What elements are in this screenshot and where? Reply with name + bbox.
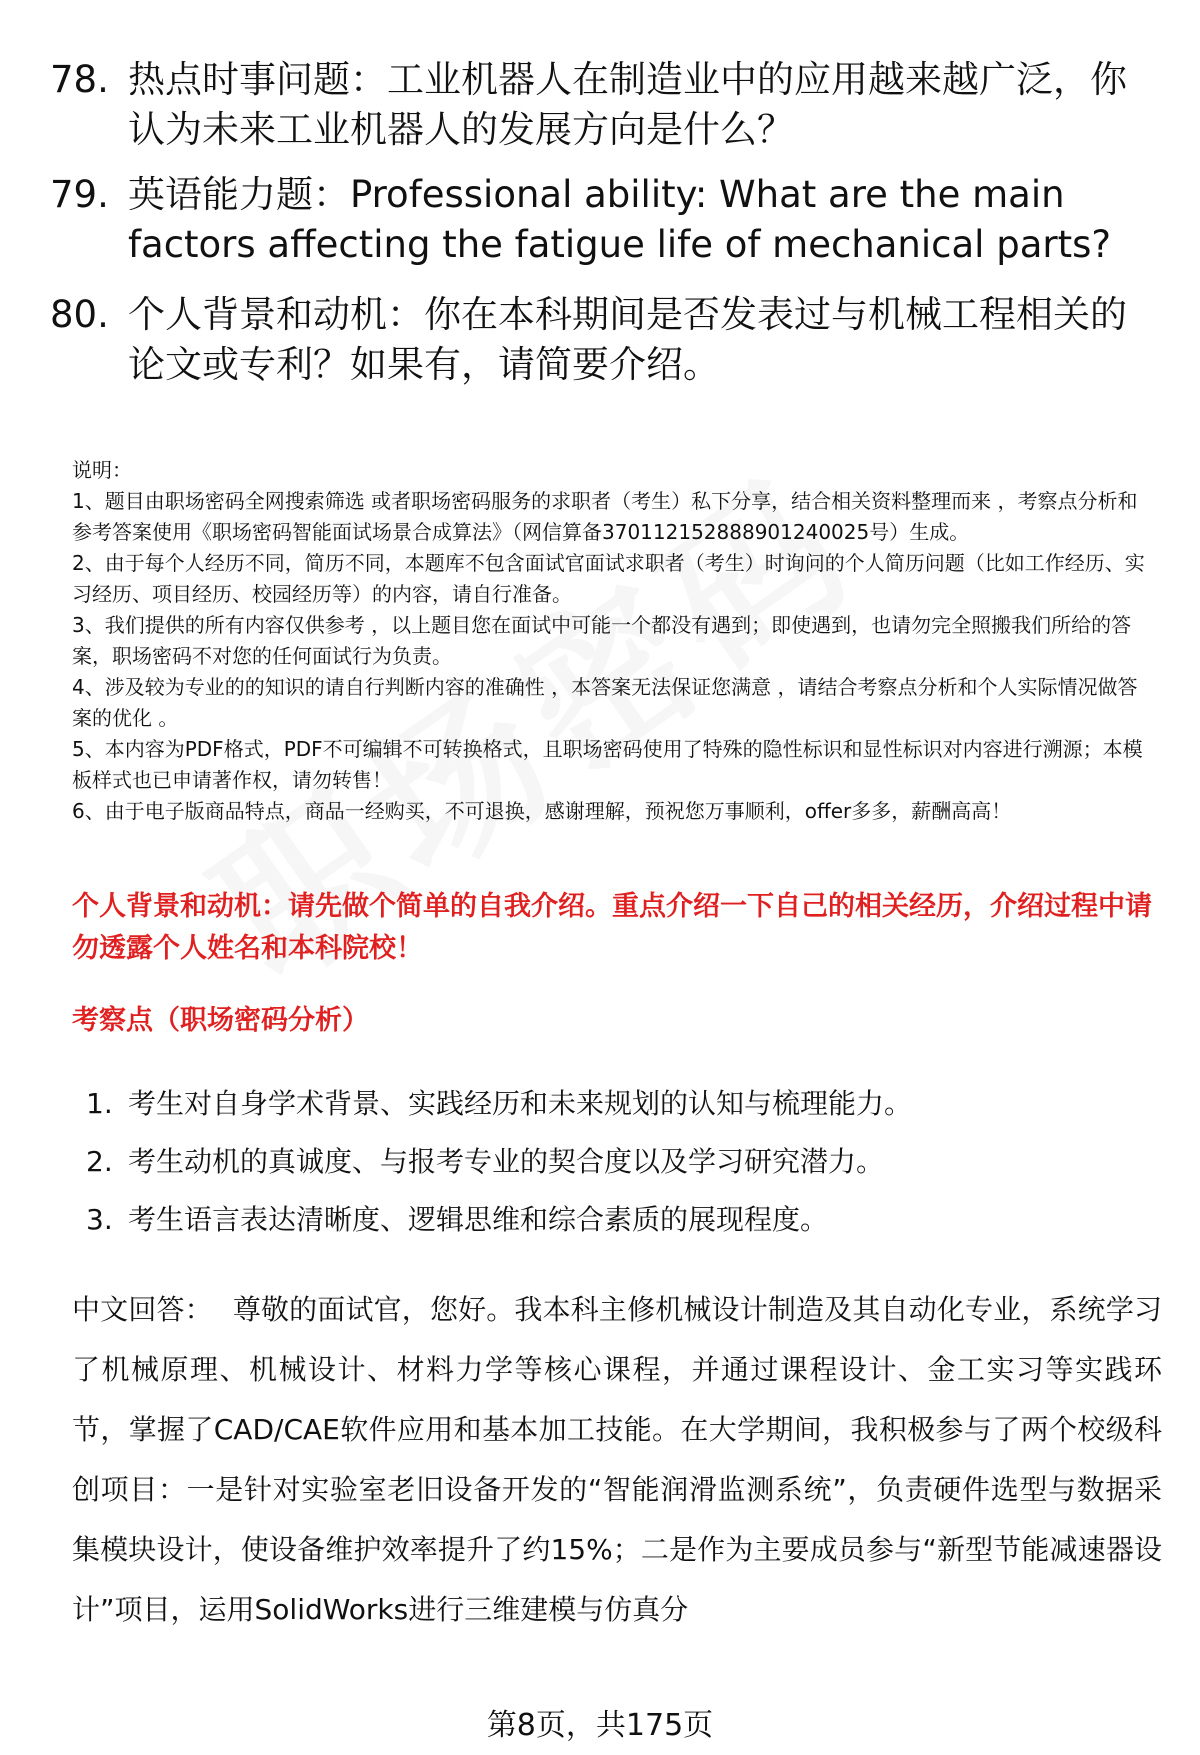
note-item: 1、题目由职场密码全网搜索筛选 或者职场密码服务的求职者（考生）私下分享，结合相关资料整理而来 ，考察点分析和参考答案使用《职场密码智能面试场景合成算法》（网信算备370112152888901240025号）生成。: [72, 489, 1138, 544]
main-question: 个人背景和动机：请先做个简单的自我介绍。重点介绍一下自己的相关经历，介绍过程中请勿透露个人姓名和本科院校！: [72, 891, 1152, 964]
question-number: 80.: [50, 293, 109, 336]
list-item: [72, 1133, 1152, 1191]
note-item: 2、由于每个人经历不同，简历不同，本题库不包含面试官面试求职者（考生）时询问的个人简历问题（比如工作经历、实习经历、项目经历、校园经历等）的内容，请自行准备。: [72, 551, 1145, 606]
answer-label: 中文回答：: [72, 1293, 213, 1326]
notes-title: 说明：: [72, 458, 132, 482]
notes-section: [72, 455, 1152, 827]
question-number: 78.: [50, 58, 109, 101]
list-item-number: 2.: [86, 1145, 113, 1178]
note-item: 3、我们提供的所有内容仅供参考 ，以上题目您在面试中可能一个都没有遇到；即使遇到，也请勿完全照搬我们所给的答案，职场密码不对您的任何面试行为负责。: [72, 613, 1132, 668]
question-79: [50, 170, 1160, 270]
analysis-points: [72, 1075, 1152, 1249]
list-item-text: 考生语言表达清晰度、逻辑思维和综合素质的展现程度。: [128, 1203, 829, 1236]
list-item-number: 3.: [86, 1203, 113, 1236]
list-item: [72, 1075, 1152, 1133]
question-80: [50, 290, 1160, 390]
list-item-text: 考生动机的真诚度、与报考专业的契合度以及学习研究潜力。: [128, 1145, 885, 1178]
answer-text: 尊敬的面试官，您好。我本科主修机械设计制造及其自动化专业，系统学习了机械原理、机械设计、材料力学等核心课程，并通过课程设计、金工实习等实践环节，掌握了CAD/CAE软件应用和基本加工技能。在大学期间，我积极参与了两个校级科创项目：一是针对实验室老旧设备开发的“智能润滑监测系统”，负责硬件选型与数据采集模块设计，使设备维护效率提升了约15%；二是作为主要成员参与“新型节能减速器设计”项目，运用SolidWorks进行三维建模与仿真分: [72, 1293, 1162, 1626]
question-text: 热点时事问题：工业机器人在制造业中的应用越来越广泛，你认为未来工业机器人的发展方向是什么？: [128, 58, 1127, 151]
list-item-text: 考生对自身学术背景、实践经历和未来规划的认知与梳理能力。: [128, 1087, 913, 1120]
answer-paragraph: [72, 1280, 1162, 1640]
note-item: 6、由于电子版商品特点，商品一经购买，不可退换，感谢理解，预祝您万事顺利，offer多多，薪酬高高！: [72, 799, 1012, 823]
note-item: 4、涉及较为专业的的知识的请自行判断内容的准确性 ，本答案无法保证您满意 ，请结合考察点分析和个人实际情况做答案的优化 。: [72, 675, 1138, 730]
note-item: 5、本内容为PDF格式，PDF不可编辑不可转换格式，且职场密码使用了特殊的隐性标识和显性标识对内容进行溯源；本模板样式也已申请著作权，请勿转售！: [72, 737, 1143, 792]
question-text: 英语能力题：Professional ability: What are the main factors affecting the fatigue life of mechanical parts?: [128, 173, 1112, 266]
question-78: [50, 55, 1160, 155]
question-number: 79.: [50, 173, 109, 216]
analysis-heading: 考察点（职场密码分析）: [72, 1005, 369, 1036]
page-footer: 第8页，共175页: [486, 1708, 714, 1743]
question-text: 个人背景和动机：你在本科期间是否发表过与机械工程相关的论文或专利？如果有，请简要介绍。: [128, 293, 1127, 386]
list-item-number: 1.: [86, 1087, 113, 1120]
list-item: [72, 1191, 1152, 1249]
